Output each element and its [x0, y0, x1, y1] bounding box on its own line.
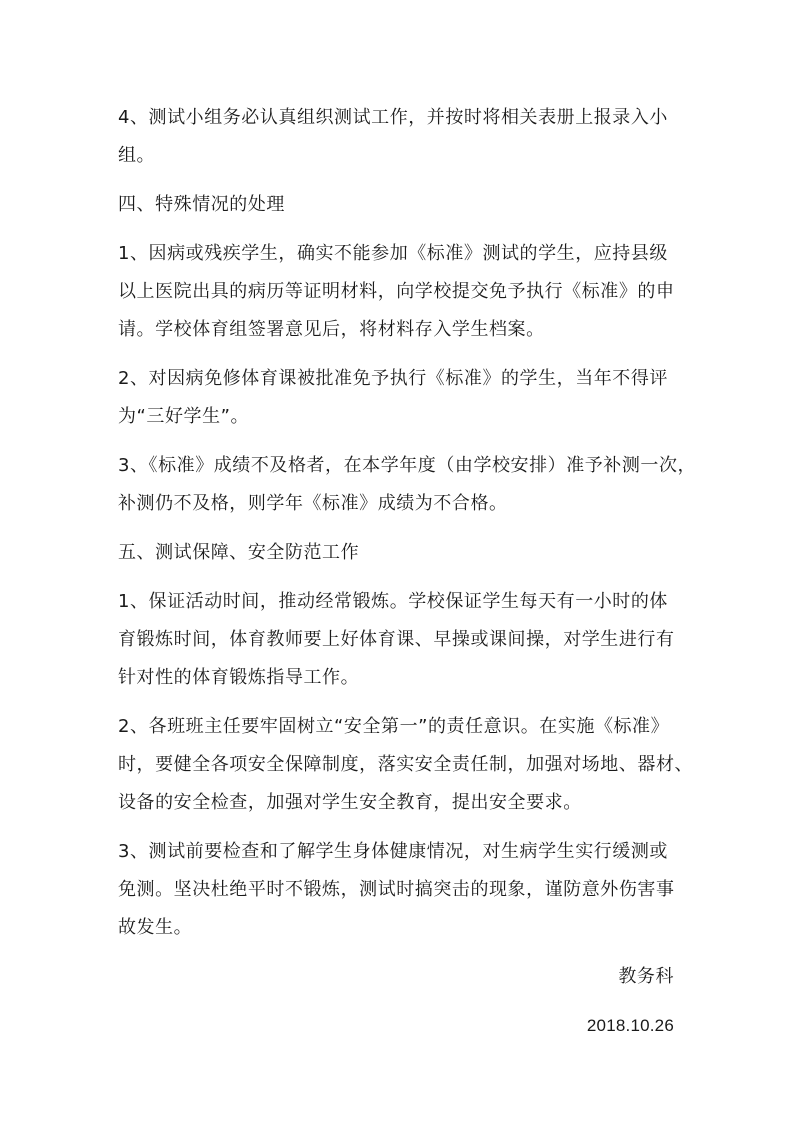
- paragraph-safety-first: [118, 708, 694, 822]
- paragraph-activity-time: [118, 583, 678, 697]
- text-line: 免测。坚决杜绝平时不锻炼，测试时搞突击的现象，谨防意外伤害事: [118, 879, 675, 900]
- section-heading-special-cases: [118, 186, 678, 224]
- text-line: 3、《标准》成绩不及格者，在本学年度（由学校安排）准予补测一次，: [118, 455, 697, 476]
- text-line: 组。: [118, 145, 156, 166]
- paragraph-illness-exemption: [118, 235, 678, 349]
- text-line: 为“三好学生”。: [118, 406, 250, 427]
- signature-department: 教务科: [618, 966, 674, 987]
- text-line: 时，要健全各项安全保障制度，落实安全责任制，加强对场地、器材、: [118, 754, 694, 775]
- paragraph-testing-group-duty: [118, 99, 678, 175]
- text-line: 2、对因病免修体育课被批准免予执行《标准》的学生，当年不得评: [118, 368, 668, 389]
- paragraph-failed-retest: [118, 447, 697, 523]
- text-line: 3、测试前要检查和了解学生身体健康情况，对生病学生实行缓测或: [118, 841, 668, 862]
- text-line: 1、因病或残疾学生，确实不能参加《标准》测试的学生，应持县级: [118, 243, 668, 264]
- text-line: 设备的安全检查，加强对学生安全教育，提出安全要求。: [118, 792, 582, 813]
- text-line: 1、保证活动时间，推动经常锻炼。学校保证学生每天有一小时的体: [118, 591, 668, 612]
- text-line: 请。学校体育组签署意见后，将材料存入学生档案。: [118, 319, 545, 340]
- signature-date: 2018.10.26: [586, 1016, 674, 1035]
- text-line: 2、各班班主任要牢固树立“安全第一”的责任意识。在实施《标准》: [118, 716, 670, 737]
- text-line: 以上医院出具的病历等证明材料，向学校提交免予执行《标准》的申: [118, 281, 675, 302]
- text-line: 补测仍不及格，则学年《标准》成绩为不合格。: [118, 493, 508, 514]
- text-line: 4、测试小组务必认真组织测试工作，并按时将相关表册上报录入小: [118, 107, 668, 128]
- document-page: [118, 99, 697, 1045]
- text-line: 针对性的体育锻炼指导工作。: [118, 667, 360, 688]
- paragraph-health-check: [118, 833, 678, 947]
- text-line: 育锻炼时间，体育教师要上好体育课、早操或课间操，对学生进行有: [118, 629, 675, 650]
- text-line: 四、特殊情况的处理: [118, 194, 285, 215]
- section-heading-safety: [118, 534, 678, 572]
- text-line: 故发生。: [118, 917, 193, 938]
- paragraph-exempt-student-honors: [118, 360, 678, 436]
- text-line: 五、测试保障、安全防范工作: [118, 542, 360, 563]
